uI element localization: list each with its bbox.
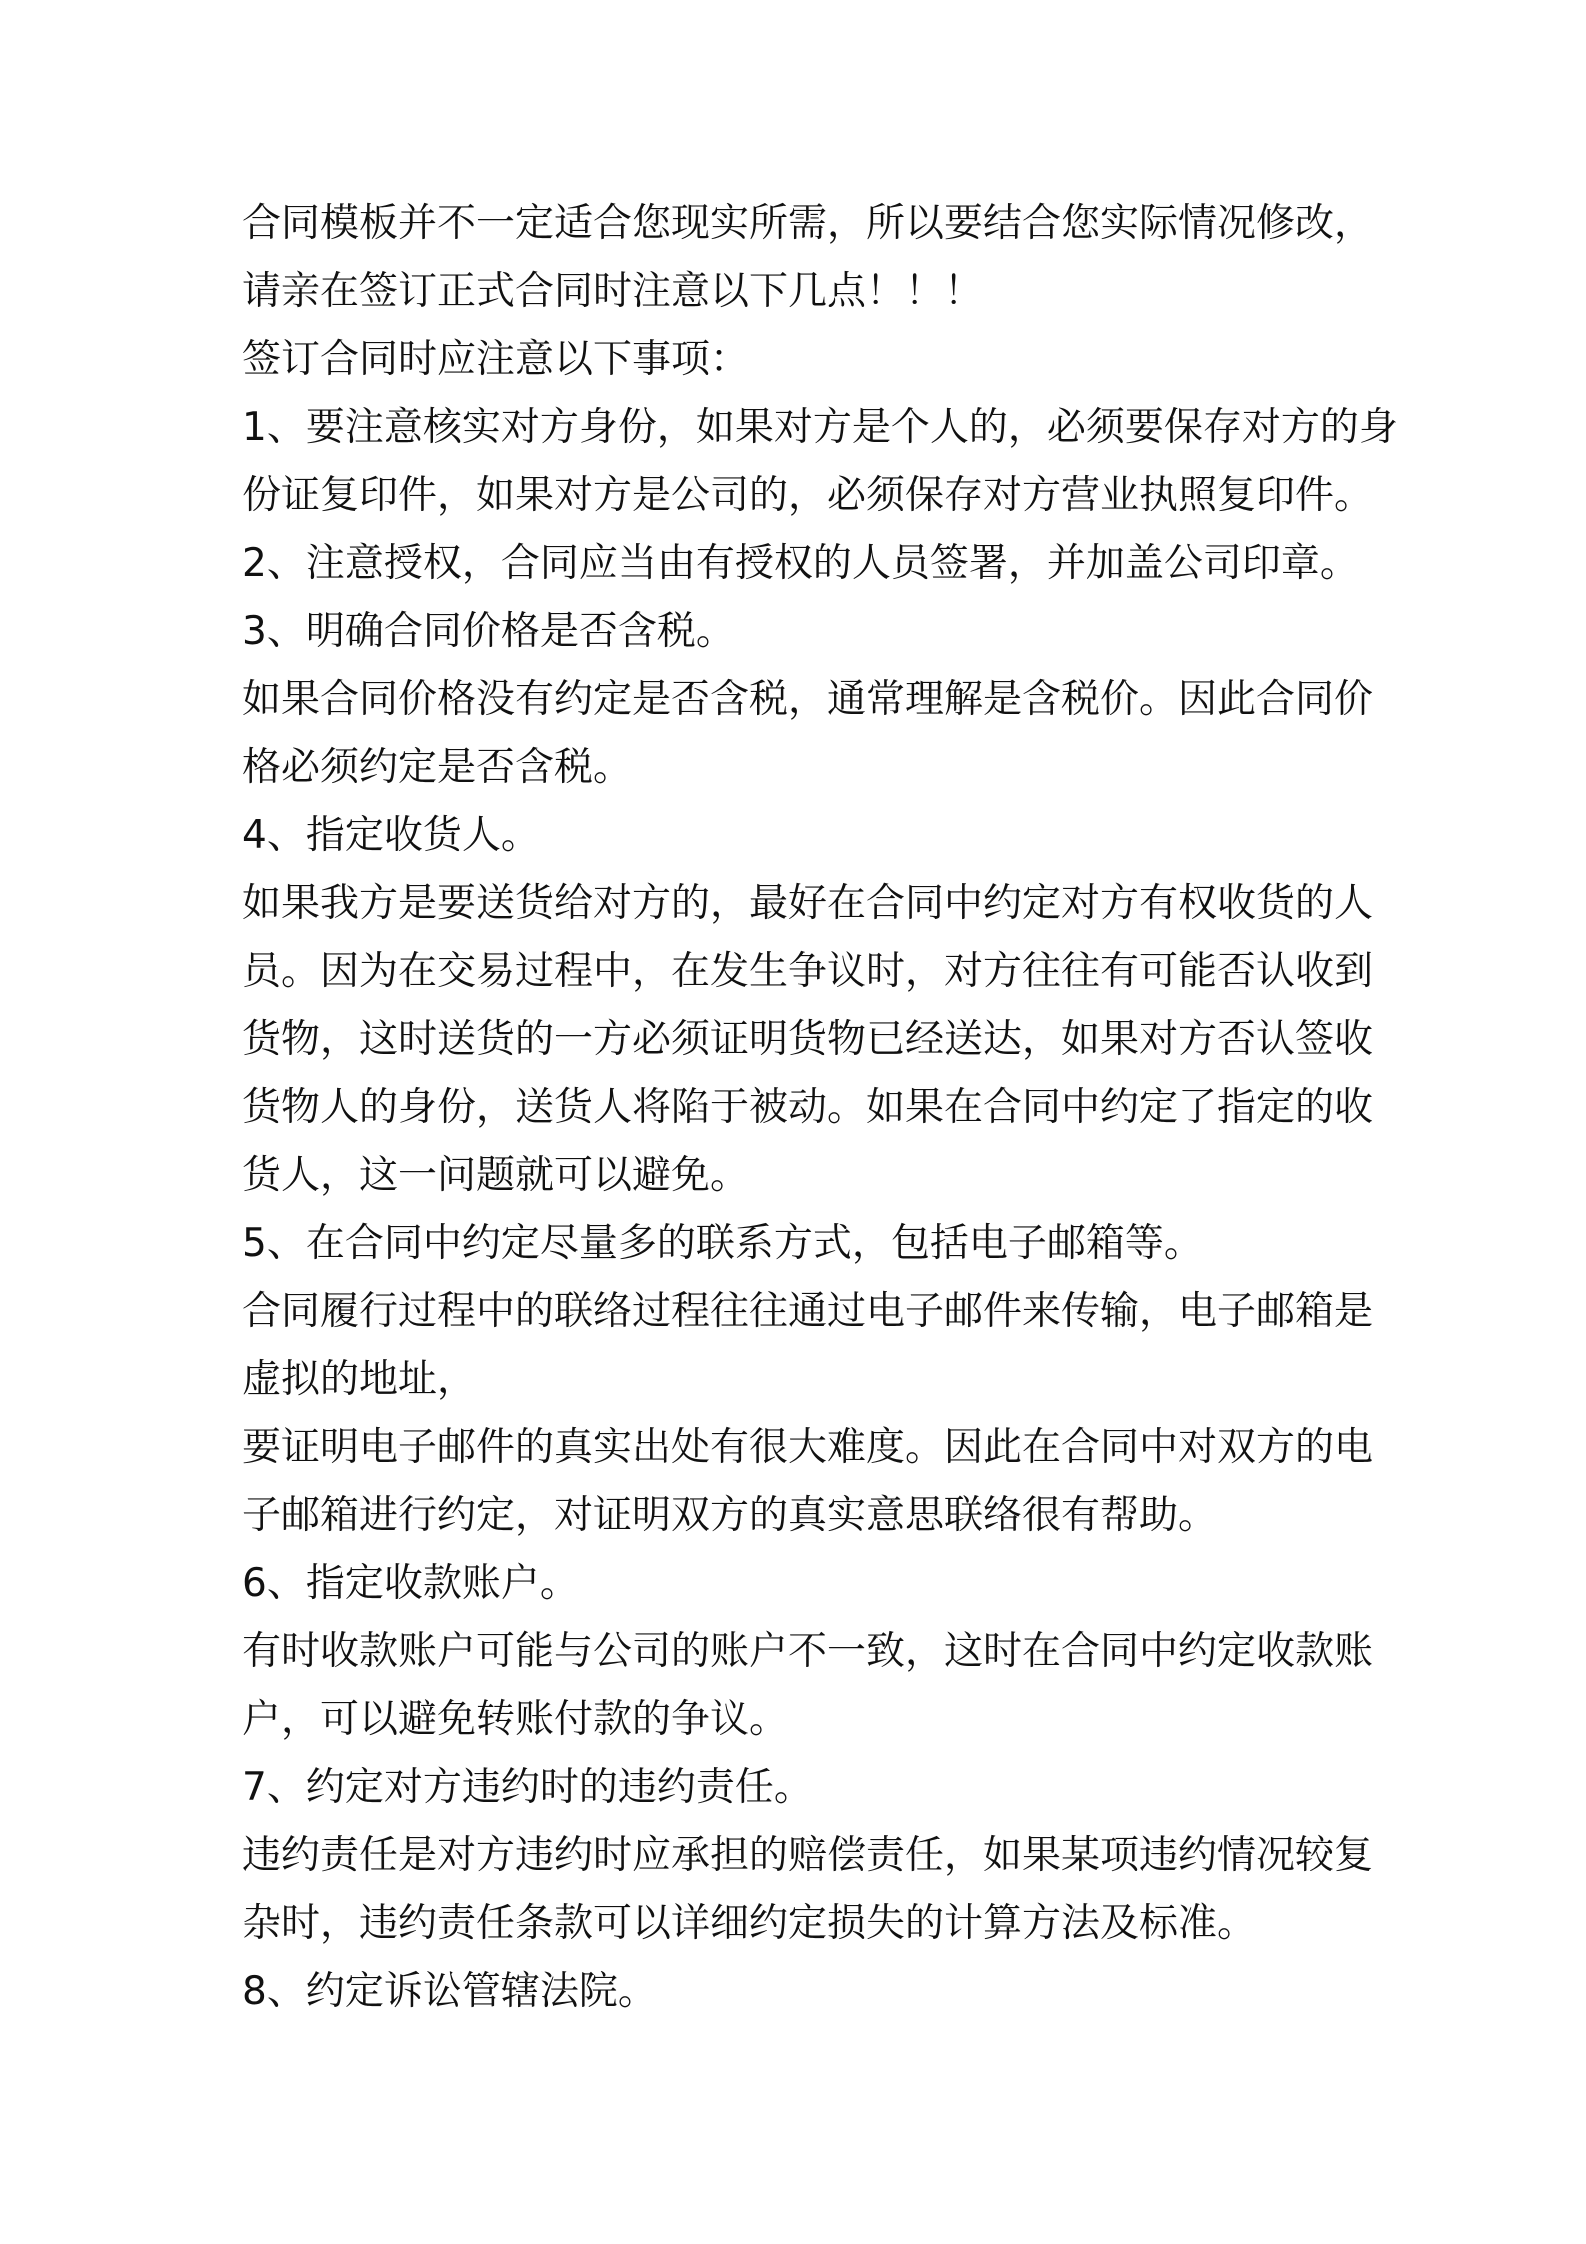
text-line: 格必须约定是否含税。 [242,745,633,790]
list-item: 1、要注意核实对方身份，如果对方是个人的，必须要保存对方的身 [242,405,1398,450]
text-line: 虚拟的地址， [242,1357,477,1402]
text-line: 违约责任是对方违约时应承担的赔偿责任，如果某项违约情况较复 [242,1833,1374,1878]
text-line: 如果合同价格没有约定是否含税，通常理解是含税价。因此合同价 [242,677,1374,722]
text-line: 合同模板并不一定适合您现实所需，所以要结合您实际情况修改， [242,201,1374,246]
list-item: 4、指定收货人。 [242,813,540,858]
section-heading: 签订合同时应注意以下事项： [242,337,750,382]
text-line: 合同履行过程中的联络过程往往通过电子邮件来传输，电子邮箱是 [242,1289,1374,1334]
list-item: 8、约定诉讼管辖法院。 [242,1969,657,2014]
list-item: 2、注意授权，合同应当由有授权的人员签署，并加盖公司印章。 [242,541,1359,586]
text-line: 份证复印件，如果对方是公司的，必须保存对方营业执照复印件。 [242,473,1374,518]
list-item: 6、指定收款账户。 [242,1561,579,1606]
document-body [242,190,1398,2026]
text-line: 货人，这一问题就可以避免。 [242,1153,750,1198]
text-line: 户，可以避免转账付款的争议。 [242,1697,789,1742]
text-line: 如果我方是要送货给对方的，最好在合同中约定对方有权收货的人 [242,881,1374,926]
list-item: 3、明确合同价格是否含税。 [242,609,735,654]
text-line: 杂时，违约责任条款可以详细约定损失的计算方法及标准。 [242,1901,1257,1946]
text-line: 子邮箱进行约定，对证明双方的真实意思联络很有帮助。 [242,1493,1218,1538]
text-line: 有时收款账户可能与公司的账户不一致，这时在合同中约定收款账 [242,1629,1374,1674]
text-line: 请亲在签订正式合同时注意以下几点！！！ [242,269,984,314]
list-item: 5、在合同中约定尽量多的联系方式，包括电子邮箱等。 [242,1221,1203,1266]
text-line: 要证明电子邮件的真实出处有很大难度。因此在合同中对双方的电 [242,1425,1374,1470]
text-line: 货物，这时送货的一方必须证明货物已经送达，如果对方否认签收 [242,1017,1374,1062]
text-line: 员。因为在交易过程中，在发生争议时，对方往往有可能否认收到 [242,949,1374,994]
list-item: 7、约定对方违约时的违约责任。 [242,1765,813,1810]
text-line: 货物人的身份，送货人将陷于被动。如果在合同中约定了指定的收 [242,1085,1374,1130]
